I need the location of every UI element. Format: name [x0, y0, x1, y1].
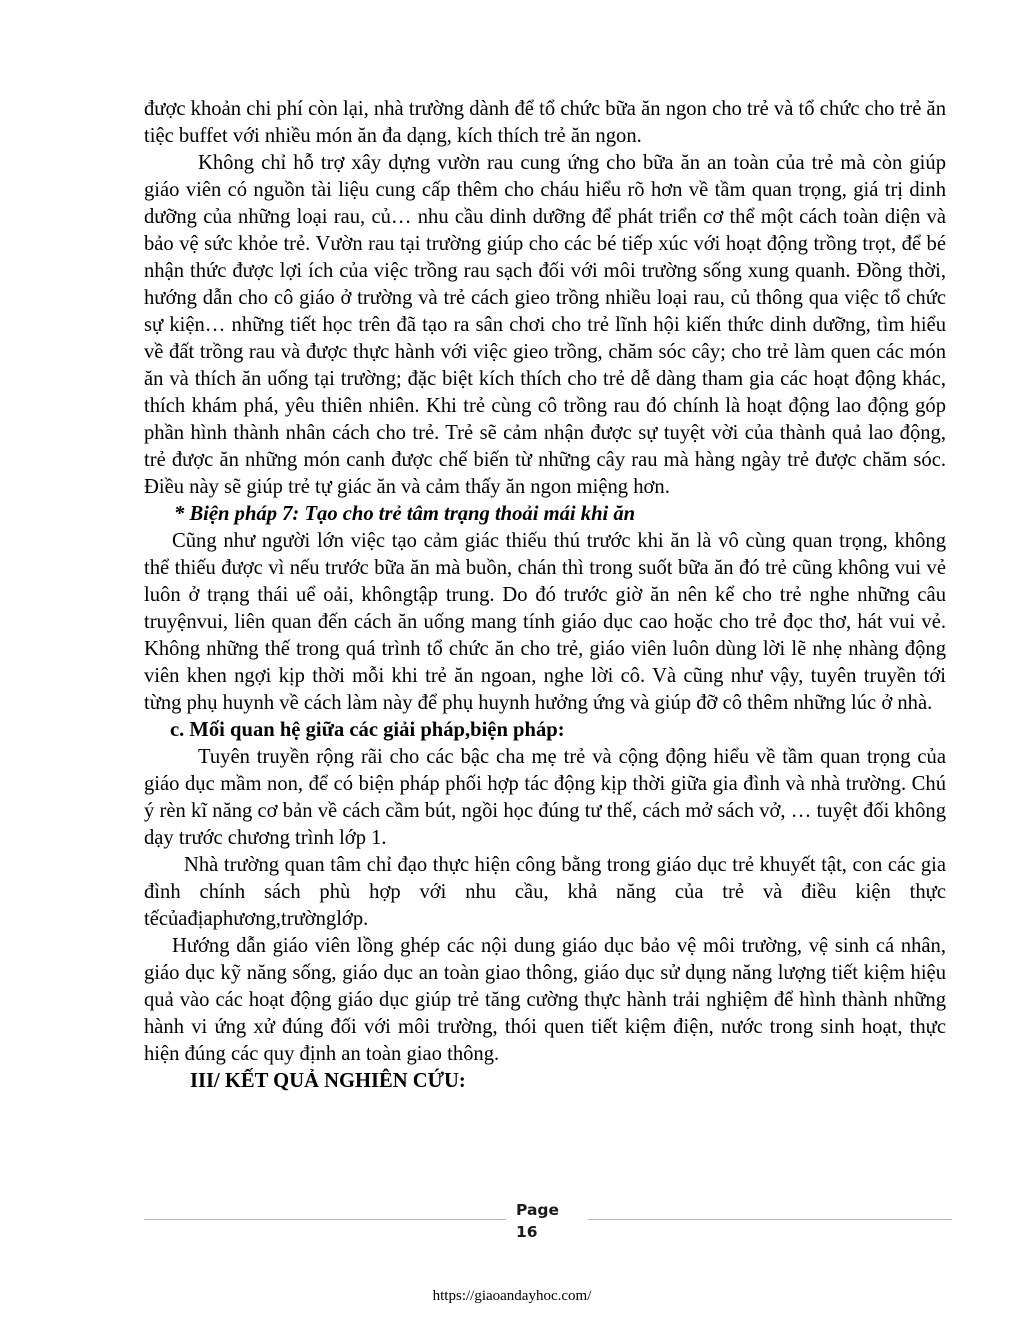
heading-measure-7: * Biện pháp 7: Tạo cho trẻ tâm trạng thoải mái khi ăn	[174, 503, 636, 525]
heading-relationship: c. Mối quan hệ giữa các giải pháp,biện pháp:	[170, 719, 565, 741]
footer-divider-left	[144, 1219, 506, 1220]
page-word: Page	[516, 1201, 560, 1219]
paragraph-continuation: được khoản chi phí còn lại, nhà trường dành để tổ chức bữa ăn ngon cho trẻ và tổ chức cho trẻ ăn tiệc buffet với nhiều món ăn đa dạng, kích thích trẻ ăn ngon.	[144, 98, 946, 147]
page-number: 16	[516, 1223, 538, 1241]
paragraph-vegetable-garden: Không chỉ hỗ trợ xây dựng vườn rau cung ứng cho bữa ăn an toàn của trẻ mà còn giúp giáo viên có nguồn tài liệu cung cấp thêm cho cháu hiểu rõ hơn về tầm quan trọng, giá trị dinh dưỡng của những loại rau, củ… nhu cầu dinh dưỡng để phát triển cơ thể một cách toàn diện và bảo vệ sức khỏe trẻ. Vườn rau tại trường giúp cho các bé tiếp xúc với hoạt động trồng trọt, để bé nhận thức được lợi ích của việc trồng rau sạch đối với môi trường sống xung quanh. Đồng thời, hướng dẫn cho cô giáo ở trường và trẻ cách gieo trồng nhiều loại rau, củ thông qua việc tổ chức sự kiện… những tiết học trên đã tạo ra sân chơi cho trẻ lĩnh hội kiến thức dinh dưỡng, tìm hiểu về đất trồng rau và được thực hành với việc gieo trồng, chăm sóc cây; cho trẻ làm quen các món ăn và thích ăn uống tại trường; đặc biệt kích thích cho trẻ dễ dàng tham gia các hoạt động khác, thích khám phá, yêu thiên nhiên. Khi trẻ cùng cô trồng rau đó chính là hoạt động lao động góp phần hình thành nhân cách cho trẻ. Trẻ sẽ cảm nhận được sự tuyệt vời của thành quả lao động, trẻ được ăn những món canh được chế biến từ những cây rau mà hàng ngày trẻ được chăm sóc. Điều này sẽ giúp trẻ tự giác ăn và cảm thấy ăn ngon miệng hơn.	[144, 152, 946, 498]
body-text	[144, 96, 946, 1095]
paragraph-mood-before-meal: Cũng như người lớn việc tạo cảm giác thiếu thú trước khi ăn là vô cùng quan trọng, không thể thiếu được vì nếu trước bữa ăn mà buồn, chán thì trong suốt bữa ăn đó trẻ cũng không vui vẻ luôn ở trạng thái uể oải, khôngtập trung. Do đó trước giờ ăn nên kể cho trẻ nghe những câu truyệnvui, liên quan đến cách ăn uống mang tính giáo dục cao hoặc cho trẻ đọc thơ, hát vui vẻ. Không những thế trong quá trình tổ chức ăn cho trẻ, giáo viên luôn dùng lời lẽ nhẹ nhàng động viên khen ngợi kịp thời mỗi khi trẻ ăn ngoan, nghe lời cô. Và cũng như vậy, tuyên truyền tới từng phụ huynh về cách làm này để phụ huynh hưởng ứng và giúp đỡ cô thêm những lúc ở nhà.	[144, 530, 946, 714]
paragraph-school-direction: Nhà trường quan tâm chỉ đạo thực hiện công bằng trong giáo dục trẻ khuyết tật, con các gia đình chính sách phù hợp với nhu cầu, khả năng của trẻ và điều kiện thực tếcủađịaphương,trườnglớp.	[144, 854, 946, 930]
paragraph-integration-guidance: Hướng dẫn giáo viên lồng ghép các nội dung giáo dục bảo vệ môi trường, vệ sinh cá nhân, giáo dục kỹ năng sống, giáo dục an toàn giao thông, giáo dục sử dụng năng lượng tiết kiệm hiệu quả vào các hoạt động giáo dục giúp trẻ tăng cường thực hành trải nghiệm để hình thành những hành vi ứng xử đúng đối với môi trường, thói quen tiết kiệm điện, nước trong sinh hoạt, thực hiện đúng các quy định an toàn giao thông.	[144, 935, 946, 1065]
heading-research-results: III/ KẾT QUẢ NGHIÊN CỨU:	[190, 1070, 466, 1092]
footer-divider-right	[588, 1219, 952, 1220]
page-number-label	[508, 1199, 594, 1243]
footer-url: https://giaoandayhoc.com/	[432, 1288, 592, 1304]
paragraph-propaganda: Tuyên truyền rộng rãi cho các bậc cha mẹ trẻ và cộng động hiểu về tầm quan trọng của giáo dục mầm non, để có biện pháp phối hợp tác động kịp thời giữa gia đình và nhà trường. Chú ý rèn kĩ năng cơ bản về cách cầm bút, ngồi học đúng tư thế, cách mở sách vở, … tuyệt đối không dạy trước chương trình lớp 1.	[144, 746, 946, 849]
